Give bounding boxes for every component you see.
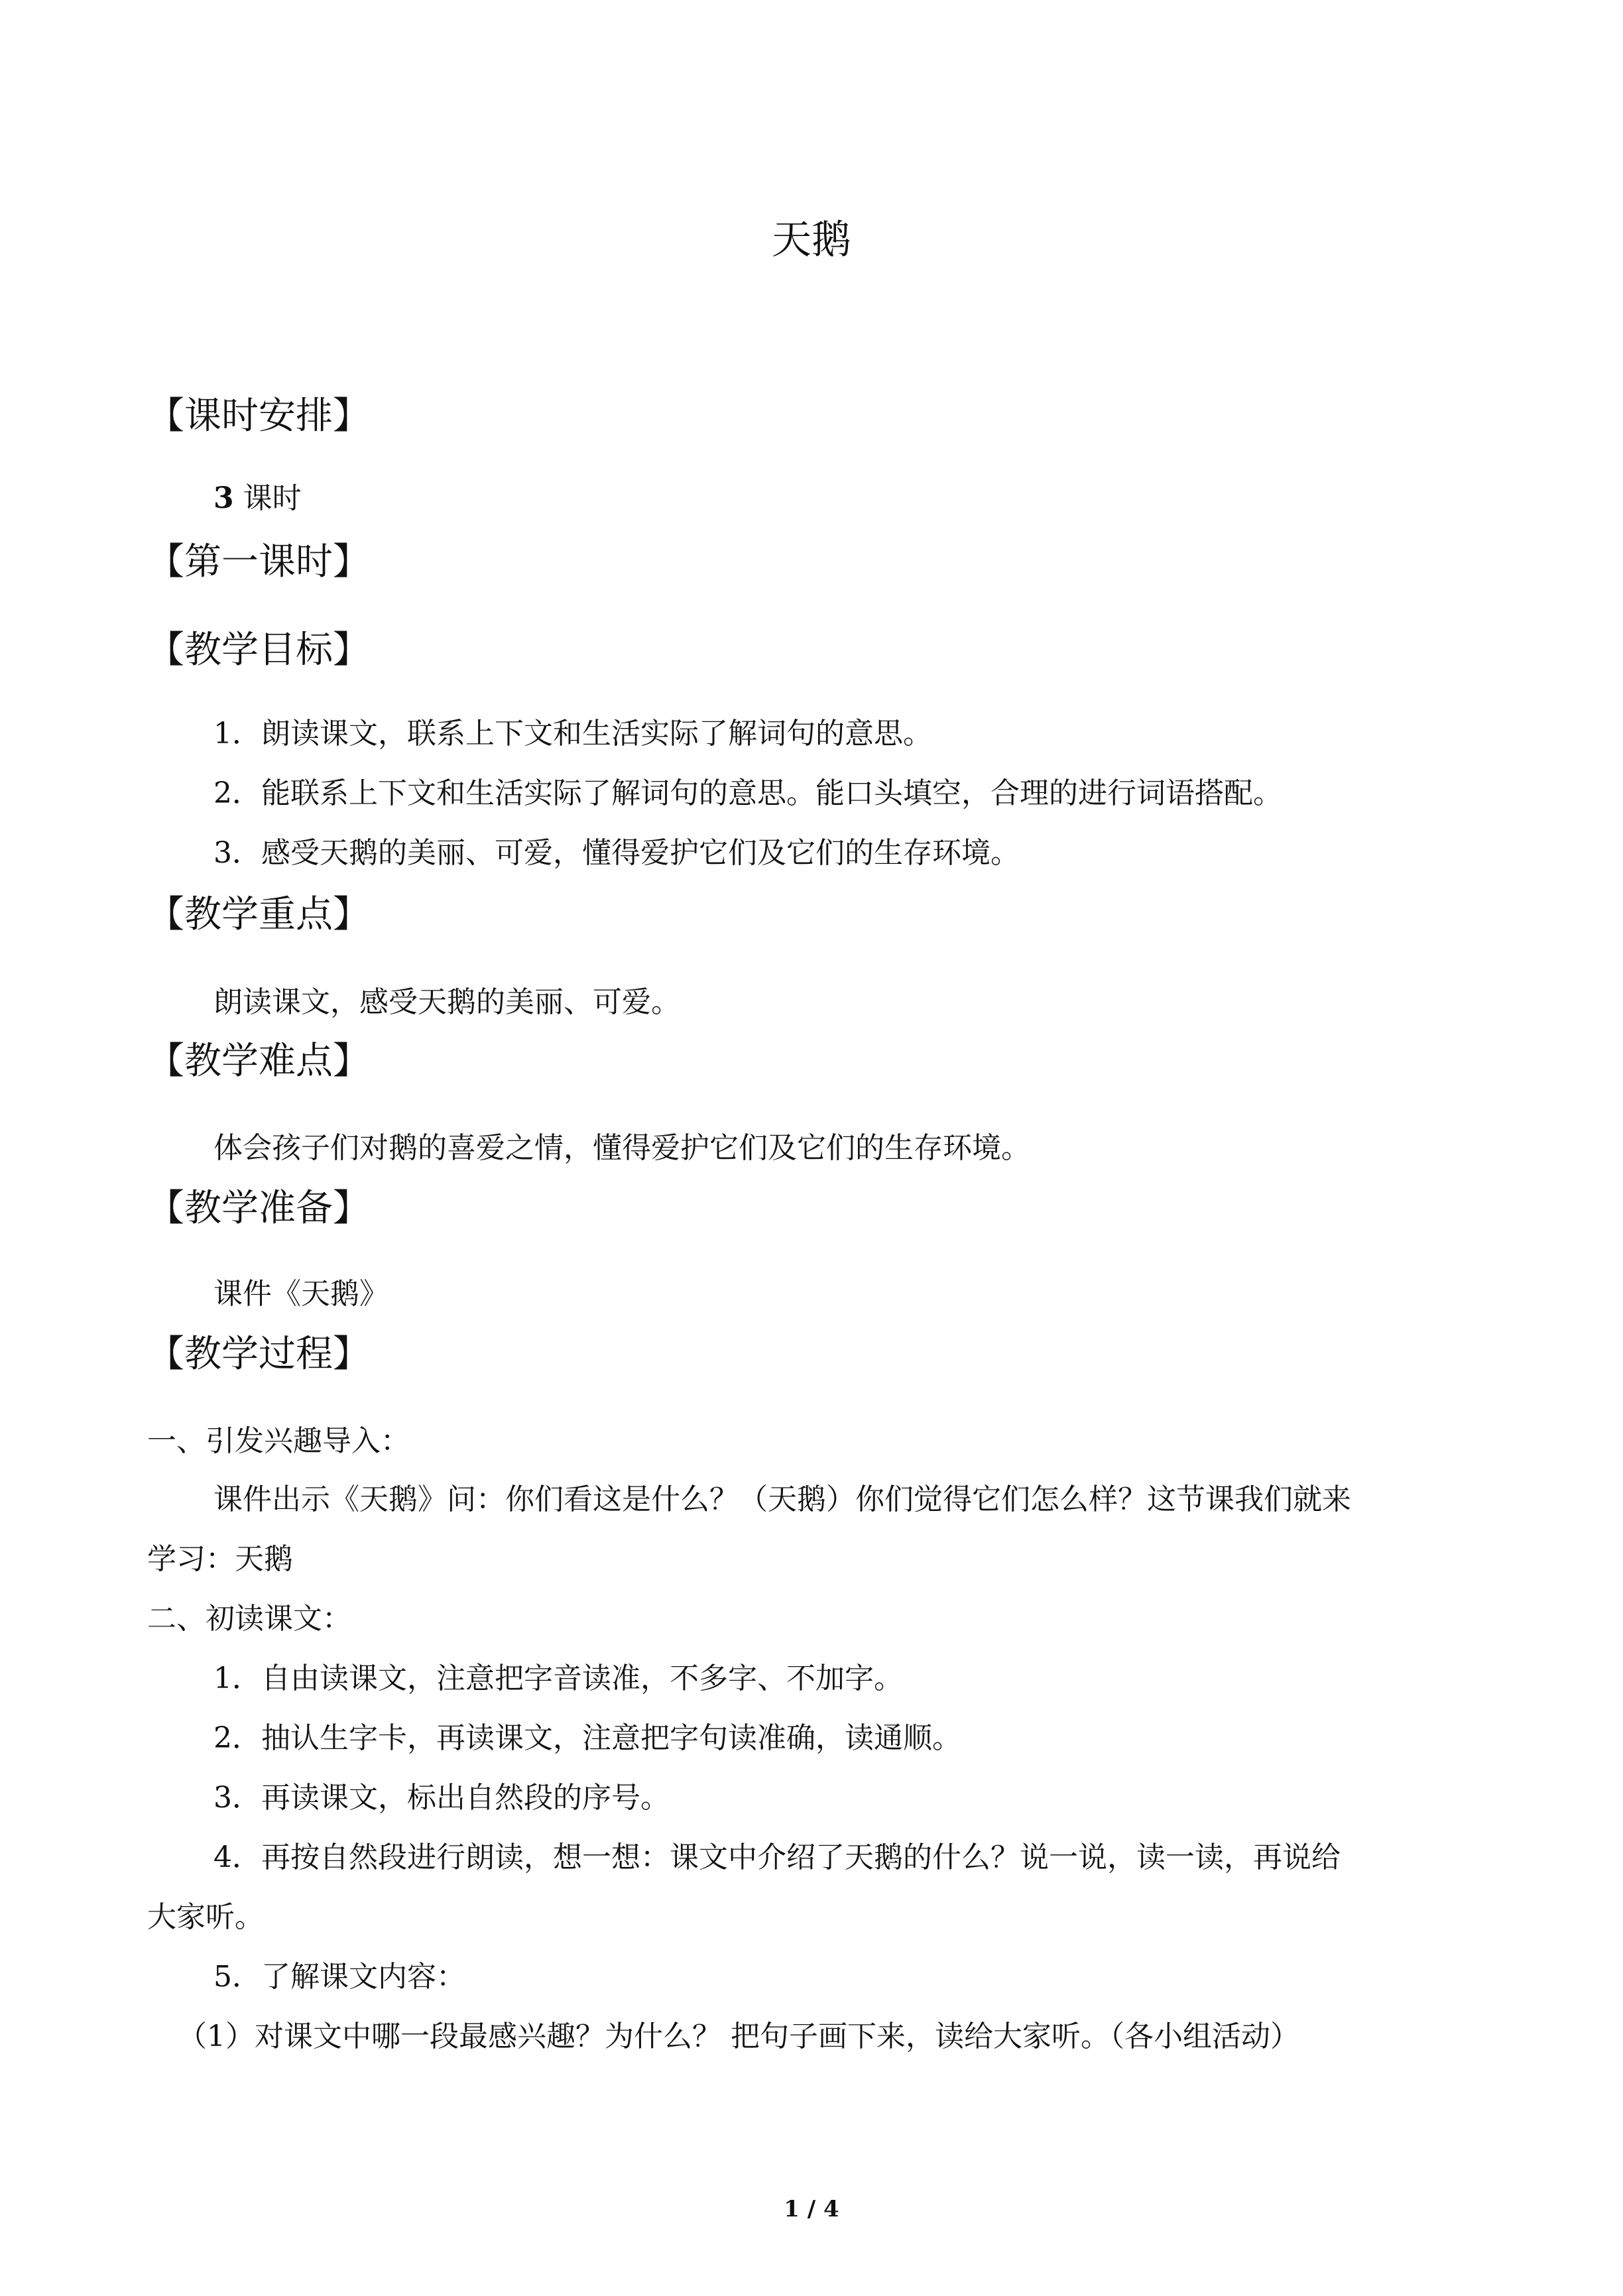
page-number: 1 / 4 — [784, 2196, 839, 2222]
list-item: （1）对课文中哪一段最感兴趣？为什么？ 把句子画下来，读给大家听。（各小组活动） — [178, 2020, 1299, 2053]
list-item: 3．再读课文，标出自然段的序号。 — [213, 1781, 670, 1815]
heading-first-lesson: 【第一课时】 — [147, 540, 370, 583]
list-item: 2．抽认生字卡，再读课文，注意把字句读准确，读通顺。 — [213, 1721, 961, 1755]
goal-item: 3．感受天鹅的美丽、可爱，懂得爱护它们及它们的生存环境。 — [213, 836, 1020, 870]
list-item: 5．了解课文内容： — [213, 1960, 465, 1994]
heading-key-points: 【教学重点】 — [147, 893, 370, 936]
key-points-text: 朗读课文，感受天鹅的美丽、可爱。 — [213, 985, 680, 1019]
lesson-count — [213, 481, 302, 515]
heading-lesson-arrangement: 【课时安排】 — [147, 394, 370, 438]
heading-goals: 【教学目标】 — [147, 629, 370, 672]
goal-item: 1．朗读课文，联系上下文和生活实际了解词句的意思。 — [213, 717, 932, 751]
lesson-count-number: 3 — [213, 481, 234, 515]
section-title: 一、引发兴趣导入： — [147, 1424, 410, 1458]
difficulties-text: 体会孩子们对鹅的喜爱之情，懂得爱护它们及它们的生存环境。 — [213, 1131, 1030, 1165]
heading-difficulties: 【教学难点】 — [147, 1040, 370, 1083]
lesson-count-unit: 课时 — [243, 481, 302, 515]
paragraph-line: 课件出示《天鹅》问：你们看这是什么？（天鹅）你们觉得它们怎么样？这节课我们就来 — [213, 1482, 1351, 1516]
list-item: 1．自由读课文，注意把字音读准，不多字、不加字。 — [213, 1662, 903, 1695]
preparation-text: 课件《天鹅》 — [213, 1277, 389, 1311]
list-item: 4．再按自然段进行朗读，想一想：课文中介绍了天鹅的什么？说一说，读一读，再说给 — [213, 1841, 1341, 1874]
list-item-continuation: 大家听。 — [147, 1900, 264, 1934]
paragraph-line: 学习：天鹅 — [147, 1542, 293, 1576]
heading-process: 【教学过程】 — [147, 1333, 370, 1376]
heading-preparation: 【教学准备】 — [147, 1187, 370, 1230]
goal-item: 2．能联系上下文和生活实际了解词句的意思。能口头填空，合理的进行词语搭配。 — [213, 776, 1282, 810]
section-title: 二、初读课文： — [147, 1602, 351, 1636]
document-title: 天鹅 — [772, 217, 851, 263]
